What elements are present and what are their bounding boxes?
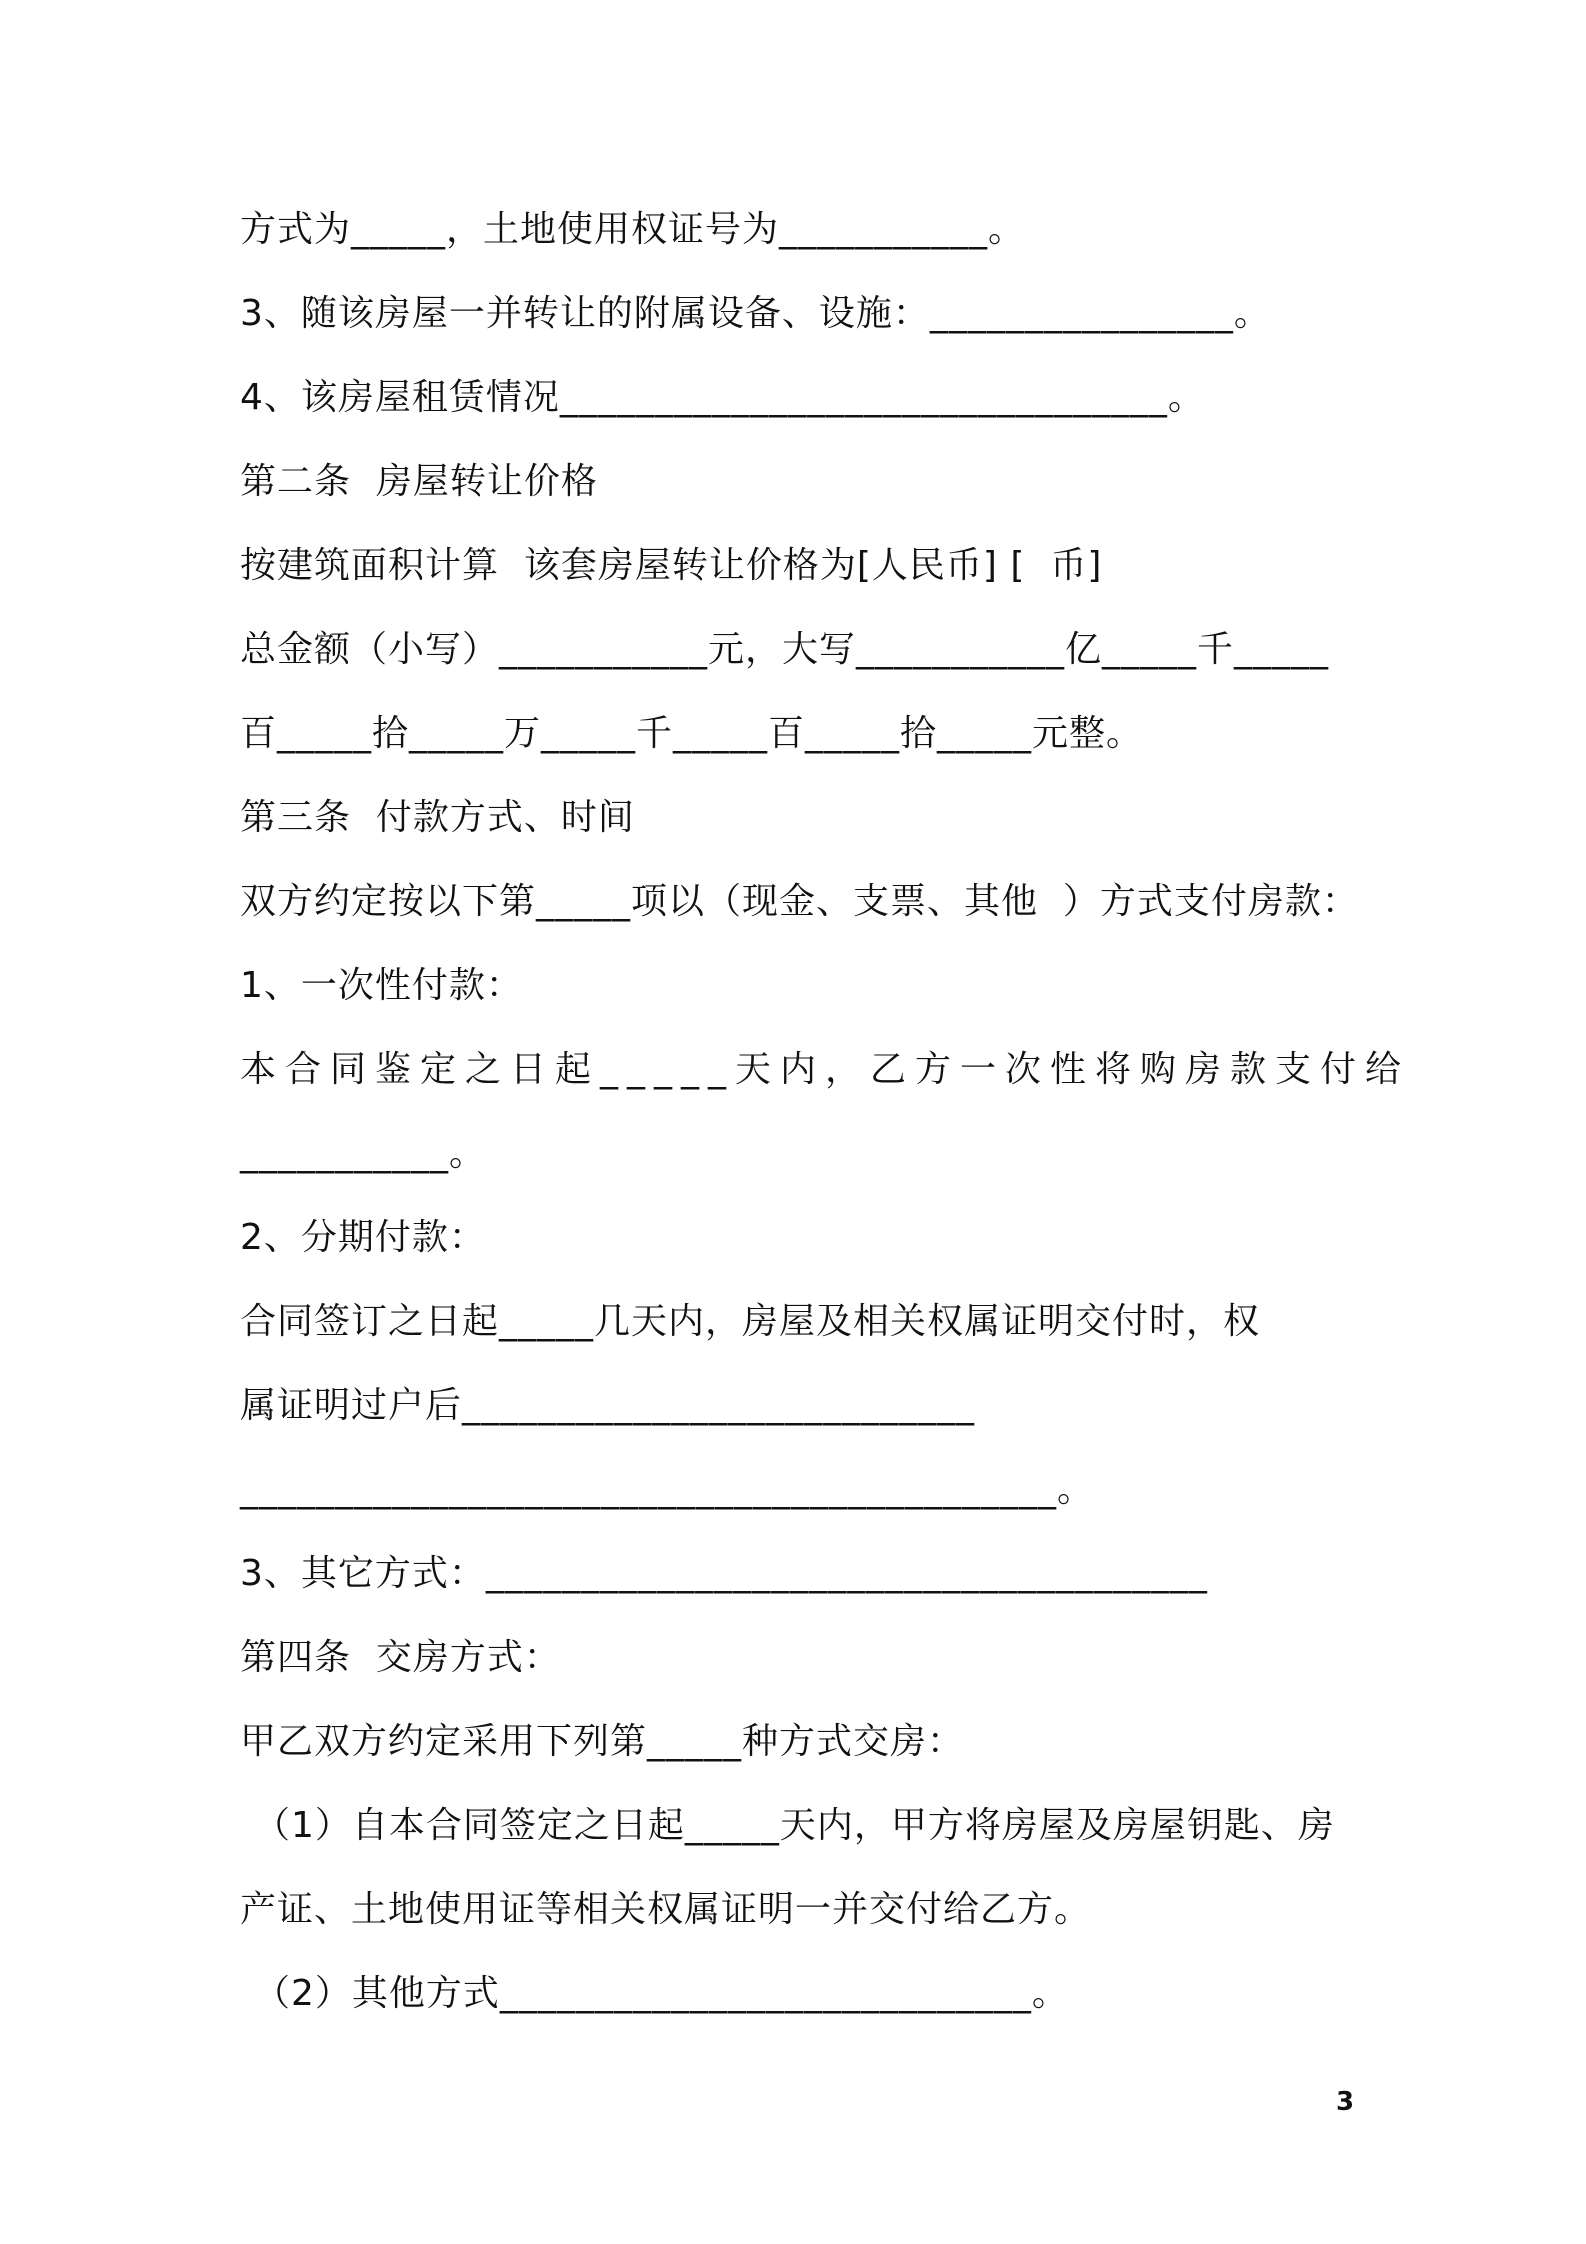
text-line-handover-option-1-cont: 产证、土地使用证等相关权属证明一并交付给乙方。	[240, 1889, 1092, 1930]
page-number: 3	[1336, 2087, 1355, 2117]
text-line-handover-option-1: （1）自本合同签定之日起_____天内，甲方将房屋及房屋钥匙、房	[254, 1805, 1335, 1846]
text-line-other-payment: 3、其它方式：______________________________________	[240, 1553, 1208, 1594]
heading-article-4: 第四条 交房方式：	[240, 1637, 561, 1678]
text-line-handover-option-2: （2）其他方式____________________________。	[254, 1973, 1069, 2014]
text-line-blank-continuation: ___________________________________________。	[240, 1469, 1094, 1510]
text-line-lump-sum-heading: 1、一次性付款：	[240, 965, 523, 1006]
text-line-handover-choice: 甲乙双方约定采用下列第_____种方式交房：	[240, 1721, 965, 1762]
text-line-installment-heading: 2、分期付款：	[240, 1217, 486, 1258]
text-line-lump-sum-payee: ___________。	[240, 1133, 487, 1174]
text-line-installment-terms: 合同签订之日起_____几天内，房屋及相关权属证明交付时，权	[240, 1301, 1261, 1342]
text-line-lump-sum-terms: 本合同鉴定之日起_____天内，乙方一次性将购房款支付给	[240, 1049, 1411, 1090]
text-line-land-certificate: 方式为_____，土地使用权证号为___________。	[240, 209, 1026, 250]
text-line-amount-in-words: 百_____拾_____万_____千_____百_____拾_____元整。	[240, 713, 1144, 754]
text-line-attached-facilities: 3、随该房屋一并转让的附属设备、设施：________________。	[240, 293, 1271, 334]
text-line-price-basis: 按建筑面积计算 该套房屋转让价格为[人民币] [ 币]	[240, 545, 1103, 586]
text-line-title-transfer: 属证明过户后___________________________	[240, 1385, 976, 1426]
text-line-payment-agreement: 双方约定按以下第_____项以（现金、支票、其他 ）方式支付房款：	[240, 881, 1359, 922]
text-line-total-amount: 总金额（小写）___________元，大写___________亿_____千_____	[240, 629, 1330, 670]
text-line-lease-status: 4、该房屋租赁情况________________________________。	[240, 377, 1205, 418]
heading-article-2: 第二条 房屋转让价格	[240, 461, 598, 502]
heading-article-3: 第三条 付款方式、时间	[240, 797, 635, 838]
